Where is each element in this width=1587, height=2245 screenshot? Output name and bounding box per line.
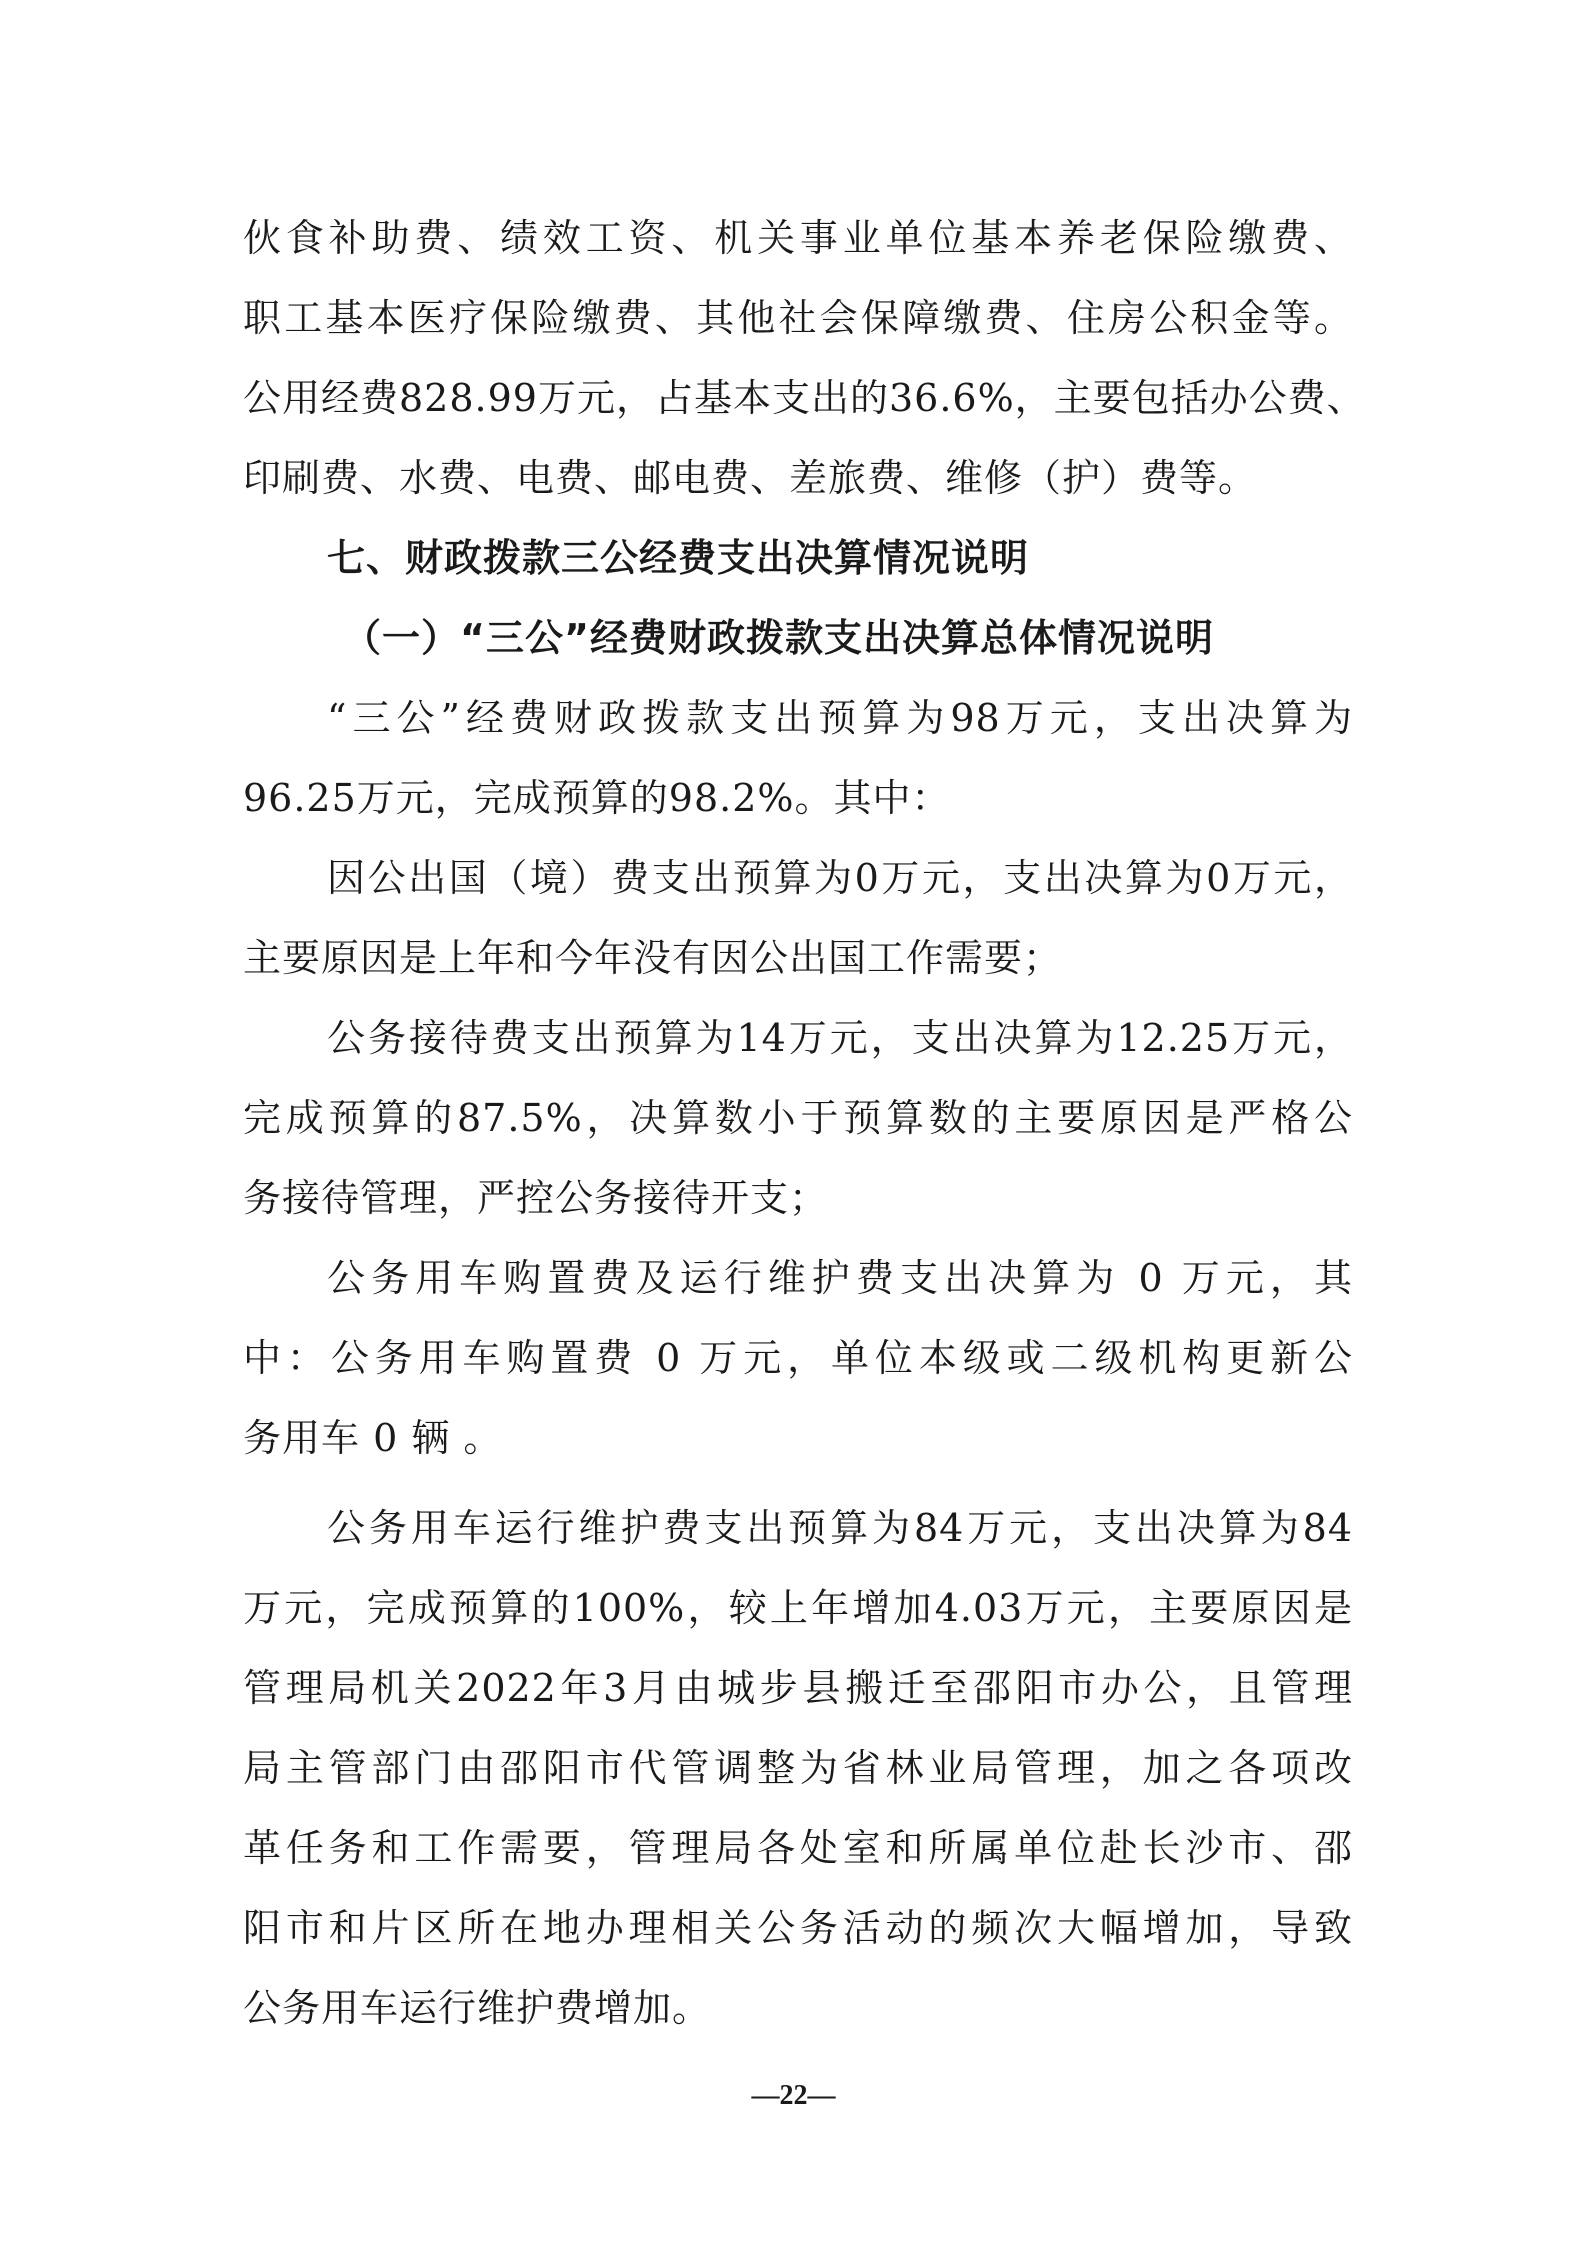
text-line: 公务用车运行维护费增加。 <box>243 1986 712 2030</box>
text-line: 公务用车运行维护费支出预算为84万元，支出决算为84 <box>327 1506 1353 1550</box>
text-line: 公用经费828.99万元，占基本支出的36.6%，主要包括办公费、 <box>243 376 1366 420</box>
page-number: —22— <box>751 2080 836 2111</box>
text-line: 职工基本医疗保险缴费、其他社会保障缴费、住房公积金等。 <box>243 296 1353 340</box>
text-line: 革任务和工作需要，管理局各处室和所属单位赴长沙市、邵 <box>243 1826 1353 1870</box>
text-line: 因公出国（境）费支出预算为0万元，支出决算为0万元， <box>327 856 1353 900</box>
text-line: 阳市和片区所在地办理相关公务活动的频次大幅增加，导致 <box>243 1906 1353 1950</box>
subsection-heading: （一）“三公”经费财政拨款支出决算总体情况说明 <box>343 616 1214 660</box>
text-line: 伙食补助费、绩效工资、机关事业单位基本养老保险缴费、 <box>243 216 1353 260</box>
text-line: 局主管部门由邵阳市代管调整为省林业局管理，加之各项改 <box>243 1746 1353 1790</box>
text-line: 完成预算的87.5%，决算数小于预算数的主要原因是严格公 <box>243 1096 1353 1140</box>
text-line: 务用车 0 辆 。 <box>243 1416 503 1460</box>
text-line: “三公”经费财政拨款支出预算为98万元，支出决算为 <box>327 696 1353 740</box>
section-heading: 七、财政拨款三公经费支出决算情况说明 <box>327 536 1030 580</box>
text-line: 主要原因是上年和今年没有因公出国工作需要； <box>243 936 1063 980</box>
text-line: 中：公务用车购置费 0 万元，单位本级或二级机构更新公 <box>243 1336 1353 1380</box>
text-line: 96.25万元，完成预算的98.2%。其中： <box>243 776 951 820</box>
text-line: 万元，完成预算的100%，较上年增加4.03万元，主要原因是 <box>243 1586 1353 1630</box>
text-line: 管理局机关2022年3月由城步县搬迁至邵阳市办公，且管理 <box>243 1666 1353 1710</box>
text-line: 公务接待费支出预算为14万元，支出决算为12.25万元， <box>327 1016 1353 1060</box>
text-line: 印刷费、水费、电费、邮电费、差旅费、维修（护）费等。 <box>243 456 1258 500</box>
text-line: 公务用车购置费及运行维护费支出决算为 0 万元，其 <box>327 1256 1353 1300</box>
text-line: 务接待管理，严控公务接待开支； <box>243 1176 829 1220</box>
